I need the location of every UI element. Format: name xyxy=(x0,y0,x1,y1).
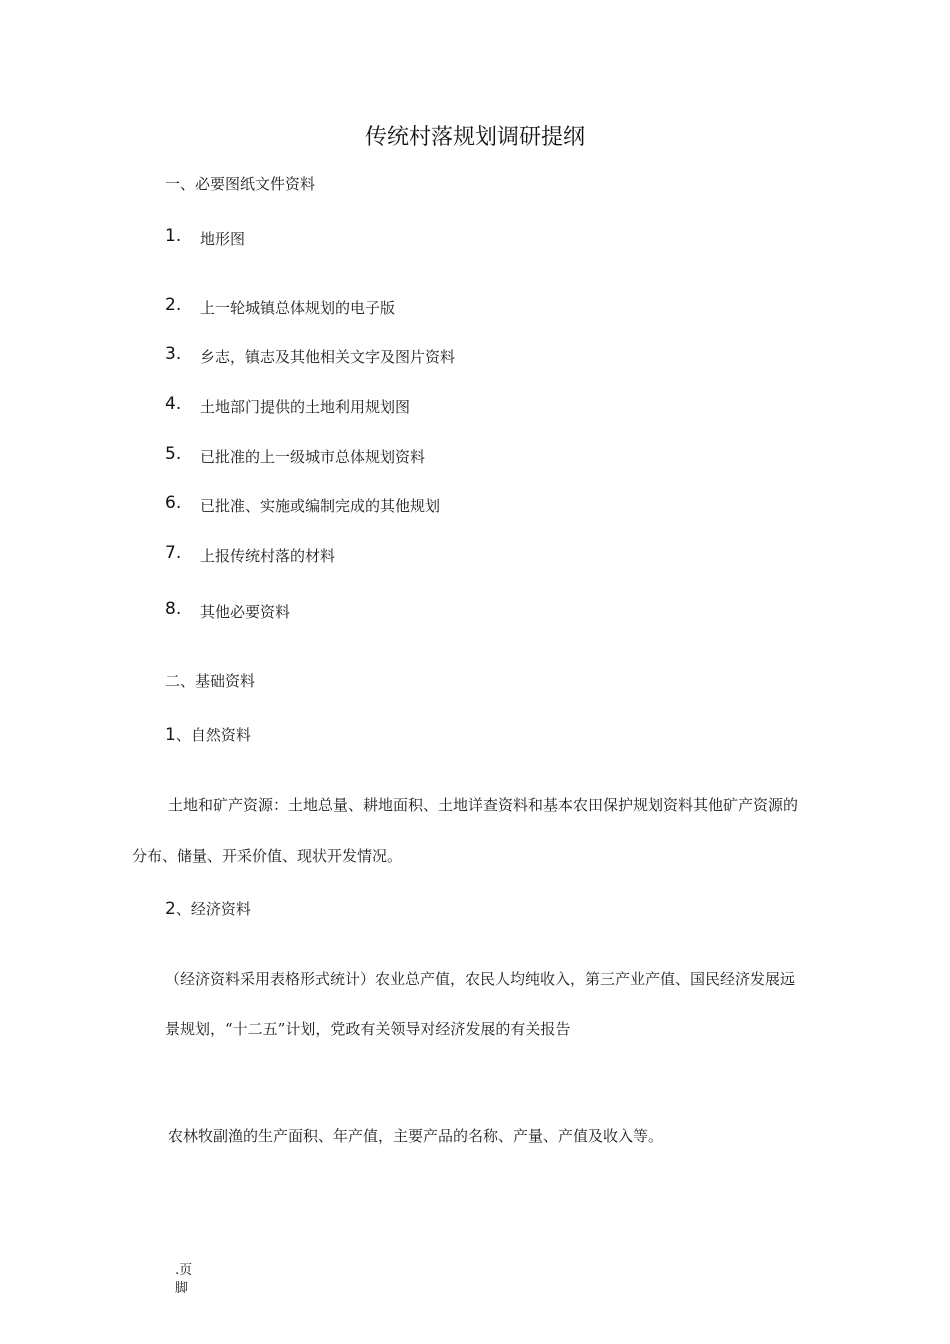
list-item-number: 8. xyxy=(165,599,182,619)
section-1-heading: 一、必要图纸文件资料 xyxy=(165,175,316,193)
list-item-number: 7. xyxy=(165,543,182,563)
list-item-number: 5. xyxy=(165,444,182,464)
economic-paragraph-line-2: 景规划，“十二五”计划，党政有关领导对经济发展的有关报告 xyxy=(165,1020,571,1038)
document-title: 传统村落规划调研提纲 xyxy=(364,125,585,150)
list-item-text: 已批准的上一级城市总体规划资料 xyxy=(200,448,426,466)
subsection-1-heading xyxy=(165,724,251,745)
subsection-2-heading xyxy=(165,898,251,919)
subsection-label: 、自然资料 xyxy=(175,726,251,744)
subsection-number: 1 xyxy=(165,725,176,745)
list-item-text: 上一轮城镇总体规划的电子版 xyxy=(200,299,396,317)
list-item-text: 其他必要资料 xyxy=(200,603,291,621)
list-item-text: 土地部门提供的土地利用规划图 xyxy=(200,398,411,416)
subsection-number: 2 xyxy=(165,899,176,919)
list-item-number: 2. xyxy=(165,295,182,315)
list-item-number: 6. xyxy=(165,493,182,513)
economic-paragraph-line-1: （经济资料采用表格形式统计）农业总产值，农民人均纯收入，第三产业产值、国民经济发展远 xyxy=(165,970,796,988)
list-item-text: 已批准、实施或编制完成的其他规划 xyxy=(200,497,441,515)
list-item-text: 上报传统村落的材料 xyxy=(200,547,336,565)
list-item-number: 4. xyxy=(165,394,182,414)
natural-resources-paragraph-line-1: 土地和矿产资源：土地总量、耕地面积、土地详查资料和基本农田保护规划资料其他矿产资源的 xyxy=(168,796,799,814)
natural-resources-paragraph-line-2: 分布、储量、开采价值、现状开发情况。 xyxy=(132,847,403,865)
list-item-text: 乡志，镇志及其他相关文字及图片资料 xyxy=(200,348,456,366)
subsection-label: 、经济资料 xyxy=(175,900,251,918)
list-item-number: 3. xyxy=(165,344,182,364)
section-2-heading: 二、基础资料 xyxy=(165,672,256,690)
list-item-number: 1. xyxy=(165,226,182,246)
list-item-text: 地形图 xyxy=(200,230,246,248)
page-footer: .页脚 xyxy=(175,1263,193,1296)
agriculture-paragraph: 农林牧副渔的生产面积、年产值，主要产品的名称、产量、产值及收入等。 xyxy=(168,1127,664,1145)
